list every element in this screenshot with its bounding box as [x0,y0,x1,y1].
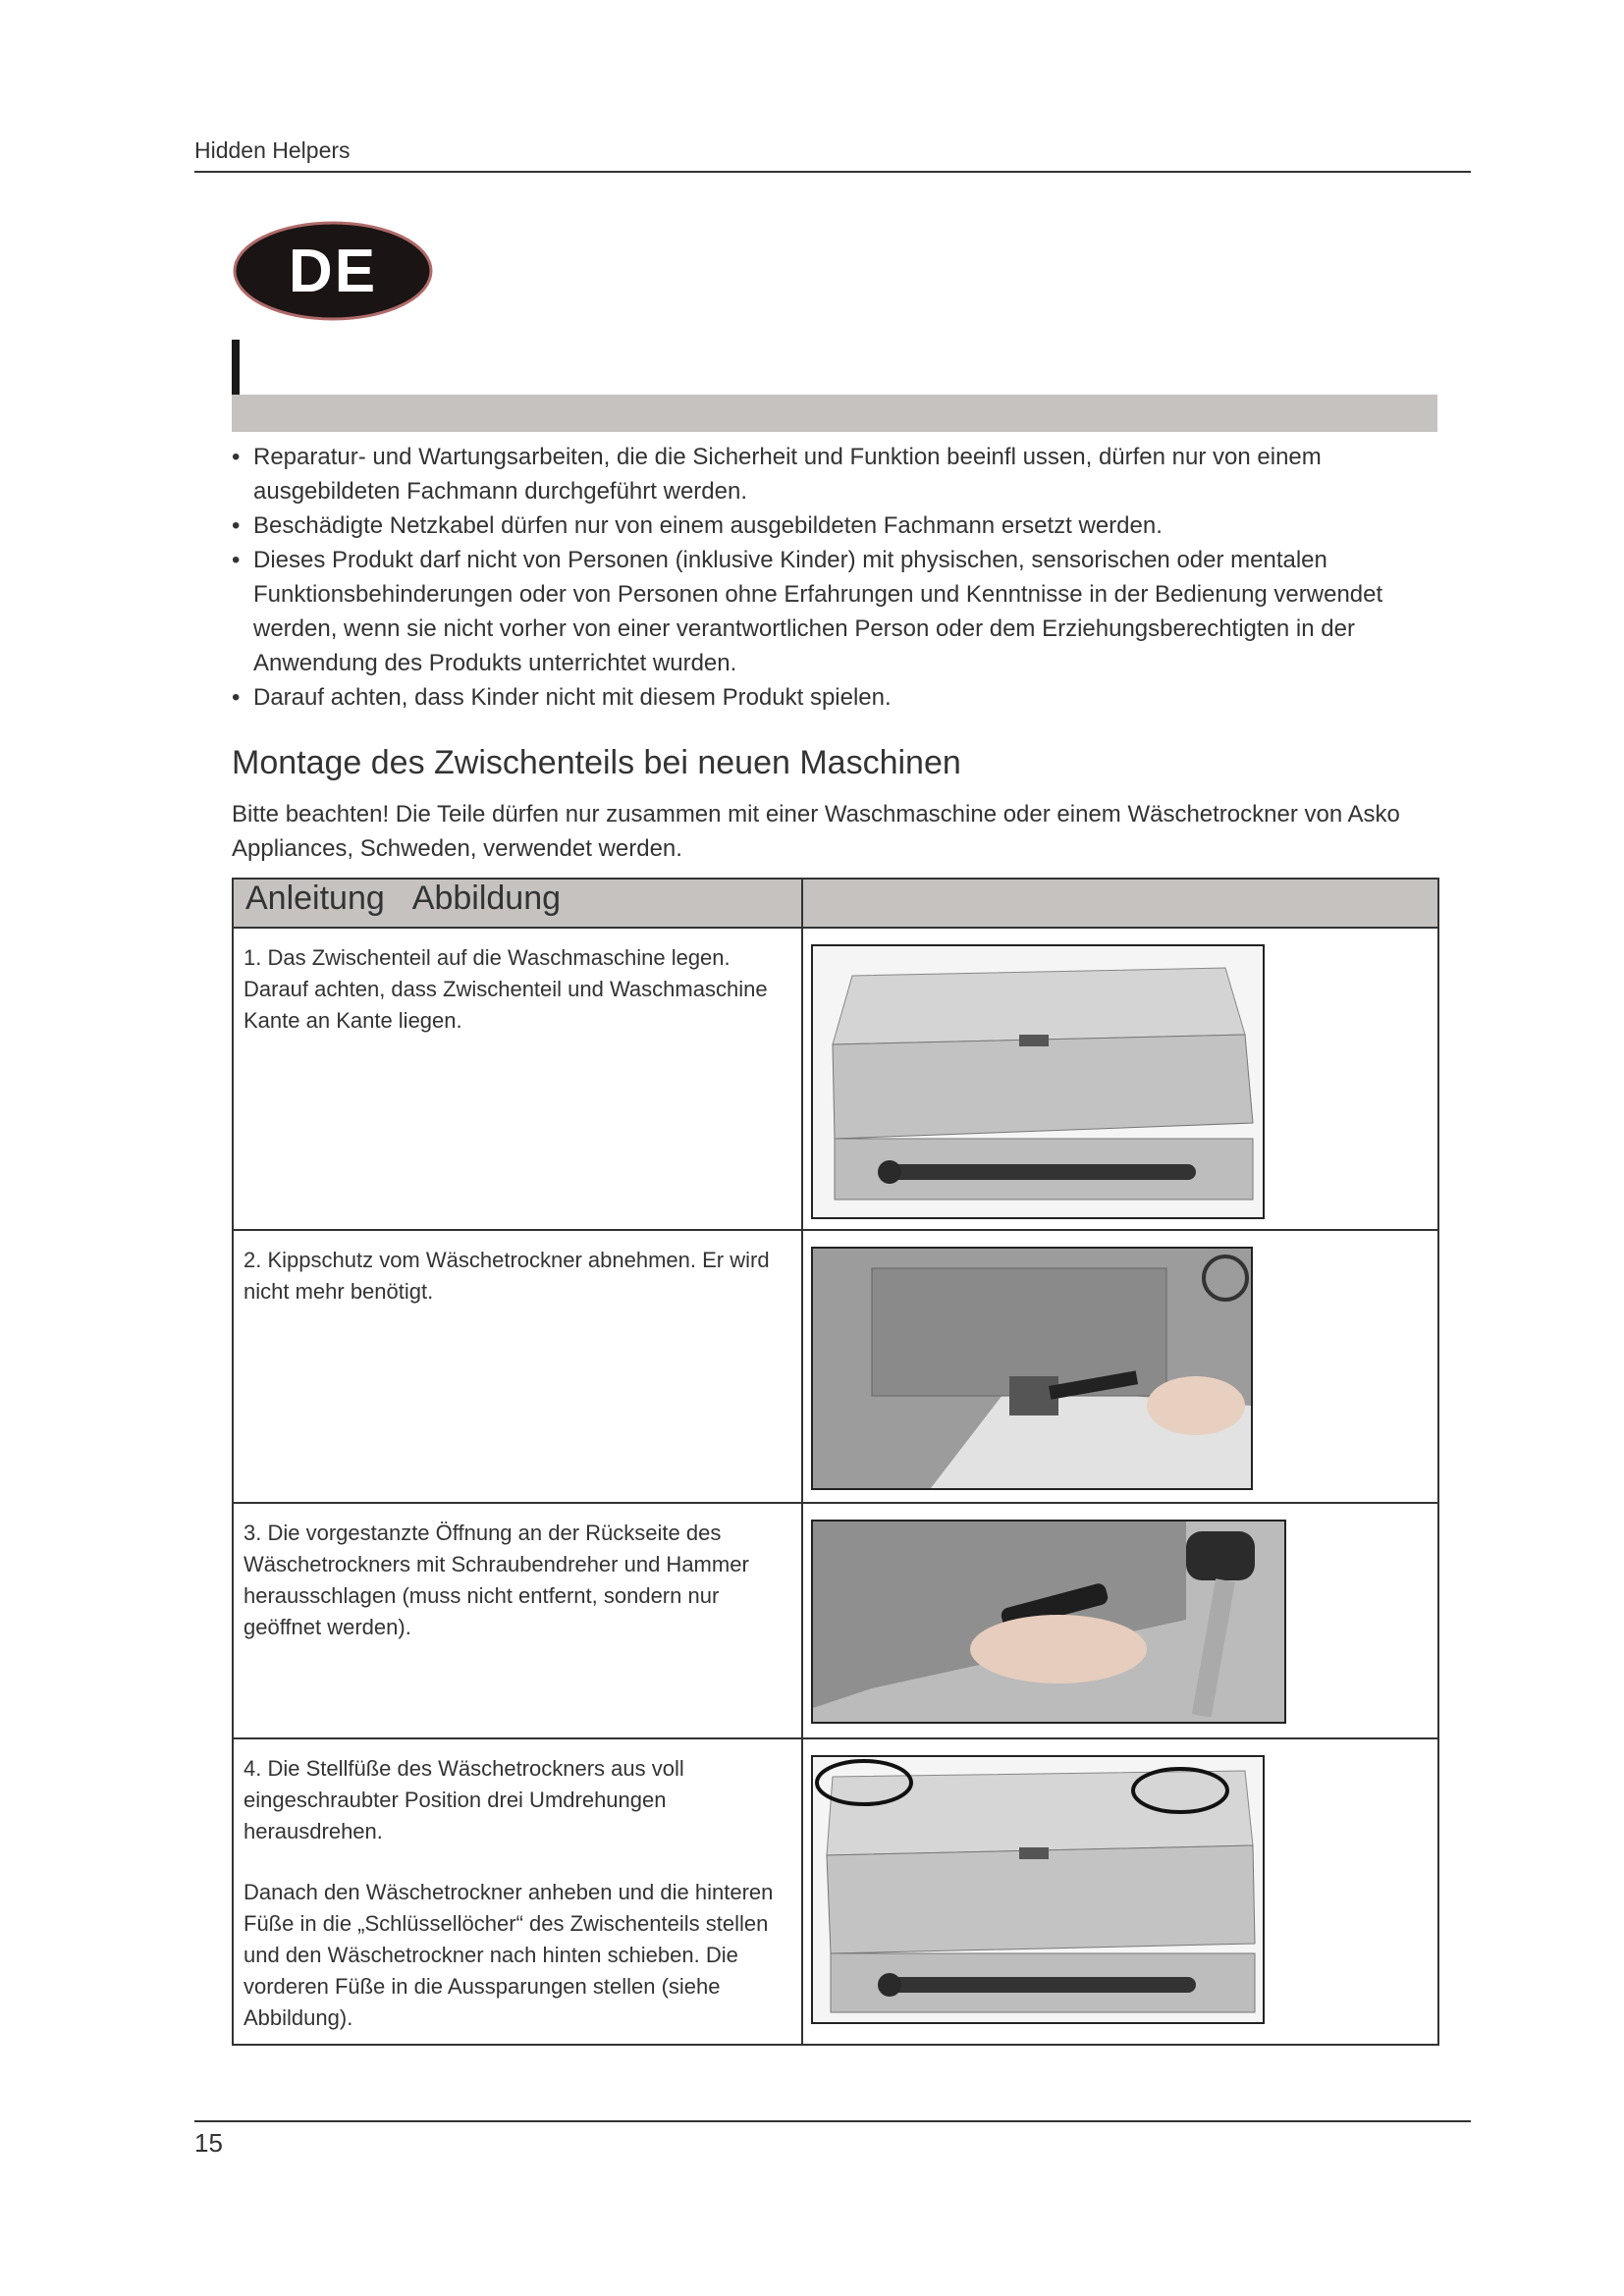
page-number: 15 [194,2128,223,2158]
step-paragraph: 3. Die vorgestanzte Öffnung an der Rückseite des Wäschetrockners mit Schraubendreher und Hammer herausschlagen (muss nicht entfernt, sondern nur geöffnet werden). [244,1521,749,1639]
section-intro: Bitte beachten! Die Teile dürfen nur zusammen mit einer Waschmaschine oder einem Wäschetrockner von Asko Appliances, Schweden, verwendet werden. [232,801,1400,862]
table-row [233,1738,1438,2045]
table-row [233,928,1438,1230]
header-instruction: Anleitung [245,880,385,917]
step-text [233,1230,802,1503]
step-paragraph: 4. Die Stellfüße des Wäschetrockners aus voll eingeschraubter Position drei Umdrehungen herausdrehen. [244,1756,684,1843]
punch-out-opening-photo [811,1520,1286,1724]
instruction-table [232,878,1439,2046]
step-text [233,928,802,1230]
step-paragraph: 1. Das Zwischenteil auf die Waschmaschine legen. Darauf achten, dass Zwischenteil und Waschmaschine Kante an Kante liegen. [244,945,768,1033]
table-header [233,879,802,928]
table-row [233,1230,1438,1503]
warning-item: • Darauf achten, dass Kinder nicht mit diesem Produkt spielen. [232,680,1439,715]
header-rule [194,171,1471,173]
header-figure: Abbildung [411,880,562,917]
step-paragraph: 2. Kippschutz vom Wäschetrockner abnehmen. Er wird nicht mehr benötigt. [244,1248,770,1304]
step-text [233,1503,802,1738]
warning-bar [232,395,1437,432]
step-figure [802,1230,1438,1503]
warning-list [232,440,1439,715]
table-row [233,1503,1438,1738]
footer-rule [194,2120,1471,2122]
remove-tilt-guard-photo [811,1247,1253,1490]
warning-item: • Beschädigte Netzkabel dürfen nur von einem ausgebildeten Fachmann ersetzt werden. [232,508,1439,543]
warning-item: • Dieses Produkt darf nicht von Personen (inklusive Kinder) mit physischen, sensorischen oder mentalen Funktionsbehinderungen oder von Personen ohne Erfahrungen und Kenntnisse in der Bedienung verwendet werden, wenn sie nicht vorher von einer verantwortlichen Person oder dem Erziehungsberechtigten in der Anwendung des Produkts unterrichtet wurden. [232,543,1439,680]
step-figure [802,1738,1438,2045]
pedestal-on-washer-photo [811,944,1265,1219]
keyholes-photo [811,1755,1265,2024]
section-title: Montage des Zwischenteils bei neuen Maschinen [232,744,961,781]
language-code: DE [288,237,378,305]
table-header-row [233,879,1438,928]
table-header-empty [802,879,1438,928]
warning-item: • Reparatur- und Wartungsarbeiten, die die Sicherheit und Funktion beeinfl ussen, dürfen nur von einem ausgebildeten Fachmann durchgeführt werden. [232,440,1439,508]
step-figure [802,928,1438,1230]
language-badge [232,220,434,322]
step-text [233,1738,802,2045]
step-figure [802,1503,1438,1738]
step-paragraph: Danach den Wäschetrockner anheben und die hinteren Füße in die „Schlüssellöcher“ des Zwischenteils stellen und den Wäschetrockner nach hinten schieben. Die vorderen Füße in die Aussparungen stellen (siehe Abbildung). [244,1880,774,2030]
header-title: Hidden Helpers [194,137,351,163]
